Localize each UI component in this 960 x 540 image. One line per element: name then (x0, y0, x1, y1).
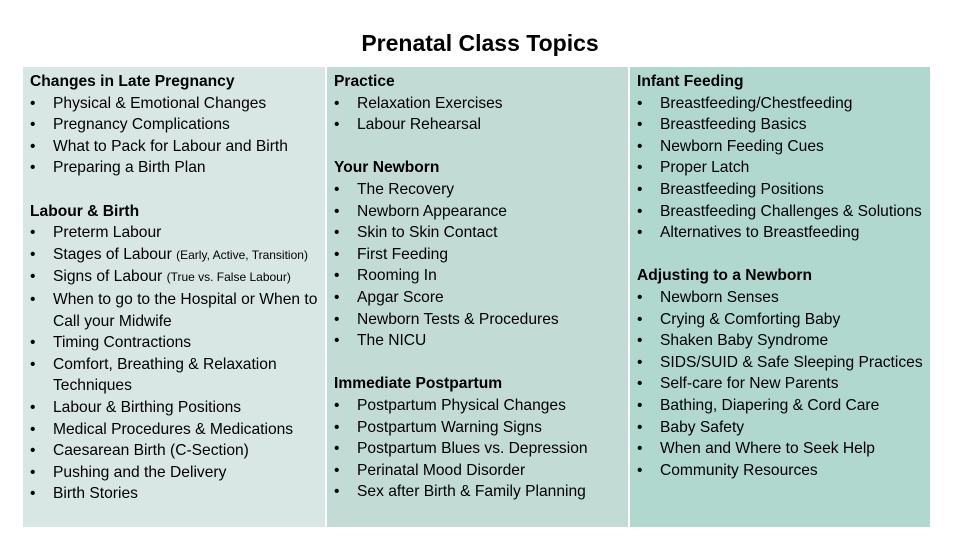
topic-text: Apgar Score (357, 288, 444, 306)
topic-text: Newborn Tests & Procedures (357, 310, 559, 328)
topic-text: Newborn Appearance (357, 202, 507, 220)
list-item (334, 438, 622, 460)
topic-text: The Recovery (357, 180, 455, 198)
list-item (334, 222, 622, 244)
topic-text: What to Pack for Labour and Birth (53, 137, 288, 155)
topics-table (23, 66, 930, 527)
list-item (30, 483, 319, 505)
topic-section (637, 71, 924, 244)
list-item (637, 287, 924, 309)
list-item (637, 201, 924, 223)
list-item (637, 330, 924, 352)
list-item (30, 222, 319, 244)
topic-list (334, 395, 622, 503)
list-item (334, 330, 622, 352)
topic-text: Shaken Baby Syndrome (660, 332, 829, 350)
topic-text: Rooming In (357, 267, 437, 285)
section-heading: Your Newborn (334, 159, 440, 177)
section-heading: Immediate Postpartum (334, 375, 503, 393)
list-item (30, 440, 319, 462)
topic-text: Community Resources (660, 461, 818, 479)
topic-list (637, 287, 924, 481)
topic-text: Postpartum Warning Signs (357, 418, 542, 436)
list-item (637, 157, 924, 179)
topic-list (30, 93, 319, 179)
list-item (334, 395, 622, 417)
topic-text: Breastfeeding Positions (660, 180, 824, 198)
topic-text: Alternatives to Breastfeeding (660, 224, 860, 242)
list-item (30, 354, 319, 397)
topic-text: Postpartum Physical Changes (357, 396, 566, 414)
topic-list (334, 179, 622, 352)
list-item (30, 462, 319, 484)
list-item (637, 136, 924, 158)
list-item (637, 395, 924, 417)
topic-text: Medical Procedures & Medications (53, 420, 294, 438)
list-item (637, 222, 924, 244)
topics-column-3 (628, 67, 930, 527)
section-heading: Adjusting to a Newborn (637, 267, 812, 285)
topic-text: Skin to Skin Contact (357, 224, 498, 242)
list-item (637, 460, 924, 482)
list-item (334, 287, 622, 309)
list-item (30, 419, 319, 441)
list-item (30, 289, 319, 332)
list-item (334, 201, 622, 223)
list-item (30, 157, 319, 179)
topic-text: Baby Safety (660, 418, 745, 436)
topics-column-1 (23, 67, 325, 527)
topic-text: First Feeding (357, 245, 448, 263)
topic-text: Physical & Emotional Changes (53, 94, 267, 112)
topic-note: (Early, Active, Transition) (176, 247, 308, 262)
topic-text: Pregnancy Complications (53, 116, 230, 134)
list-item (637, 373, 924, 395)
list-item (334, 417, 622, 439)
topic-text: Self-care for New Parents (660, 375, 839, 393)
topic-text: Labour & Birthing Positions (53, 398, 242, 416)
topic-text: Breastfeeding Challenges & Solutions (660, 202, 922, 220)
list-item (637, 309, 924, 331)
topic-list (334, 93, 622, 136)
topic-list (30, 222, 319, 505)
list-item (334, 244, 622, 266)
topic-text: Sex after Birth & Family Planning (357, 483, 586, 501)
list-item (334, 481, 622, 503)
topic-section (30, 71, 319, 179)
list-item (30, 114, 319, 136)
topic-text: The NICU (357, 332, 427, 350)
topic-text: Crying & Comforting Baby (660, 310, 841, 328)
topic-text: SIDS/SUID & Safe Sleeping Practices (660, 353, 923, 371)
topic-text: Caesarean Birth (C-Section) (53, 442, 249, 460)
page-title: Prenatal Class Topics (361, 30, 599, 56)
topic-section (637, 265, 924, 481)
list-item (334, 265, 622, 287)
list-item (637, 179, 924, 201)
list-item (637, 352, 924, 374)
topic-text: Postpartum Blues vs. Depression (357, 440, 588, 458)
topic-section (334, 373, 622, 503)
list-item (637, 417, 924, 439)
list-item (637, 93, 924, 115)
topic-text: Timing Contractions (53, 334, 192, 352)
topic-section (30, 201, 319, 505)
topic-text: Signs of Labour (53, 268, 163, 286)
topic-text: Labour Rehearsal (357, 116, 481, 134)
topic-text: When to go to the Hospital or When to Call your Midwife (53, 290, 318, 330)
topic-text: Breastfeeding Basics (660, 116, 807, 134)
topic-text: Comfort, Breathing & Relaxation Techniques (53, 355, 277, 395)
topic-note: (True vs. False Labour) (166, 270, 291, 285)
section-heading: Labour & Birth (30, 202, 140, 220)
topic-section (334, 71, 622, 136)
topic-text: Preparing a Birth Plan (53, 159, 206, 177)
list-item (334, 309, 622, 331)
list-item (334, 93, 622, 115)
topic-section (334, 157, 622, 351)
topic-text: Relaxation Exercises (357, 94, 503, 112)
list-item (334, 460, 622, 482)
list-item (30, 332, 319, 354)
list-item (30, 397, 319, 419)
list-item (334, 114, 622, 136)
topic-text: Pushing and the Delivery (53, 463, 227, 481)
section-heading: Infant Feeding (637, 73, 744, 90)
list-item (637, 438, 924, 460)
topic-text: Newborn Senses (660, 288, 779, 306)
list-item (30, 93, 319, 115)
list-item (30, 136, 319, 158)
topic-text: Newborn Feeding Cues (660, 137, 824, 155)
topic-text: Stages of Labour (53, 245, 172, 263)
section-heading: Practice (334, 73, 395, 90)
topics-column-2 (325, 67, 628, 527)
section-heading: Changes in Late Pregnancy (30, 73, 235, 90)
topic-text: Birth Stories (53, 485, 138, 503)
list-item (30, 266, 319, 289)
topic-text: Breastfeeding/Chestfeeding (660, 94, 853, 112)
list-item (637, 114, 924, 136)
topic-text: Preterm Labour (53, 224, 162, 242)
topic-text: When and Where to Seek Help (660, 440, 875, 458)
topic-text: Bathing, Diapering & Cord Care (660, 396, 880, 414)
topic-list (637, 93, 924, 244)
topic-text: Proper Latch (660, 159, 750, 177)
topic-text: Perinatal Mood Disorder (357, 461, 526, 479)
list-item (334, 179, 622, 201)
list-item (30, 244, 319, 267)
